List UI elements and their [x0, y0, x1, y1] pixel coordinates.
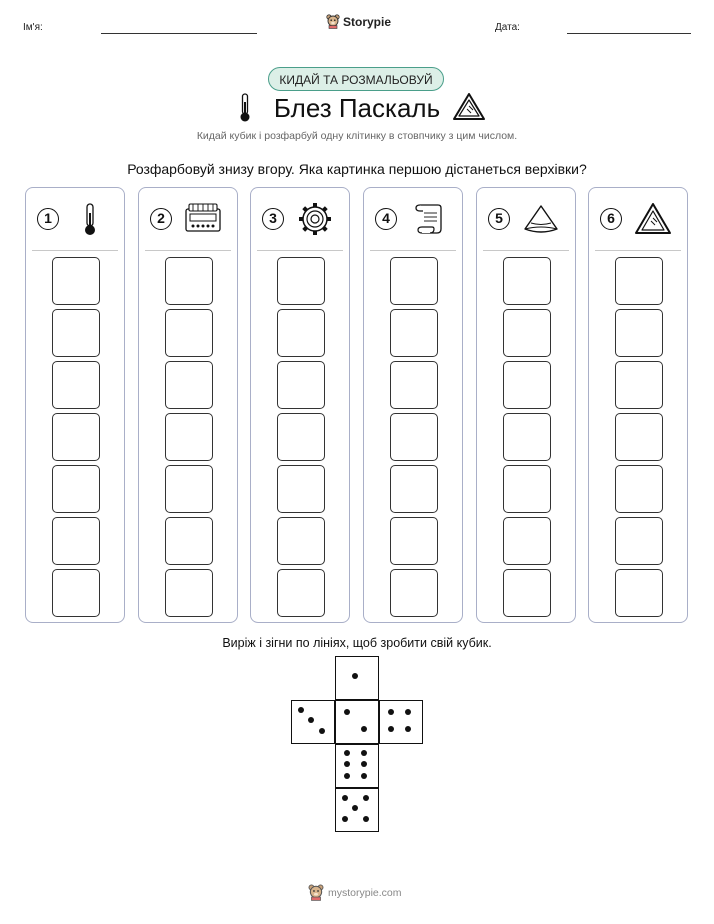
die-face — [335, 744, 379, 788]
color-cell[interactable] — [165, 465, 213, 513]
column-number: 3 — [262, 208, 284, 230]
color-cell[interactable] — [503, 465, 551, 513]
color-cell[interactable] — [277, 309, 325, 357]
color-cell[interactable] — [503, 257, 551, 305]
color-cell[interactable] — [615, 569, 663, 617]
triangle-icon — [452, 92, 486, 122]
color-cell[interactable] — [52, 569, 100, 617]
color-cell[interactable] — [277, 465, 325, 513]
color-cell[interactable] — [52, 257, 100, 305]
date-line[interactable] — [567, 33, 691, 34]
footer-url[interactable]: mystorypie.com — [328, 886, 402, 899]
column-number: 1 — [37, 208, 59, 230]
color-cell[interactable] — [390, 569, 438, 617]
color-cell[interactable] — [503, 309, 551, 357]
column-divider — [595, 250, 681, 251]
color-cell[interactable] — [52, 517, 100, 565]
column-divider — [483, 250, 569, 251]
column-3 — [250, 187, 350, 623]
calculating-machine-icon — [183, 201, 223, 237]
cut-instruction: Виріж і зігни по лініях, щоб зробити свій кубик. — [222, 636, 492, 650]
thermometer-icon — [70, 201, 110, 237]
column-number: 6 — [600, 208, 622, 230]
color-cell[interactable] — [615, 361, 663, 409]
color-cell[interactable] — [503, 517, 551, 565]
brand-logo — [326, 14, 391, 29]
color-cell[interactable] — [165, 517, 213, 565]
color-cell[interactable] — [615, 465, 663, 513]
column-5 — [476, 187, 576, 623]
subtitle: Кидай кубик і розфарбуй одну клітинку в стовпчику з цим числом. — [196, 130, 518, 142]
gear-icon — [295, 201, 335, 237]
color-cell[interactable] — [615, 413, 663, 461]
color-cell[interactable] — [390, 257, 438, 305]
color-cell[interactable] — [390, 517, 438, 565]
die-face — [335, 700, 379, 744]
color-cell[interactable] — [390, 309, 438, 357]
name-label: Ім'я: — [23, 22, 43, 33]
column-divider — [32, 250, 118, 251]
color-cell[interactable] — [390, 413, 438, 461]
bear-icon — [308, 884, 324, 901]
color-cell[interactable] — [615, 309, 663, 357]
column-4 — [363, 187, 463, 623]
color-cell[interactable] — [277, 257, 325, 305]
column-divider — [257, 250, 343, 251]
column-divider — [370, 250, 456, 251]
instruction-text: Розфарбовуй знизу вгору. Яка картинка першою дістанеться верхівки? — [127, 161, 587, 177]
column-divider — [145, 250, 231, 251]
color-cell[interactable] — [503, 413, 551, 461]
footer — [308, 884, 402, 901]
color-cell[interactable] — [503, 569, 551, 617]
color-cell[interactable] — [52, 413, 100, 461]
color-cell[interactable] — [503, 361, 551, 409]
column-6 — [588, 187, 688, 623]
color-cell[interactable] — [165, 413, 213, 461]
color-cell[interactable] — [165, 257, 213, 305]
color-cell[interactable] — [277, 517, 325, 565]
page-title: Блез Паскаль — [273, 93, 441, 123]
color-cell[interactable] — [277, 569, 325, 617]
die-face — [291, 700, 335, 744]
scroll-icon — [408, 201, 448, 237]
column-2 — [138, 187, 238, 623]
column-number: 5 — [488, 208, 510, 230]
name-line[interactable] — [101, 33, 257, 34]
die-face — [379, 700, 423, 744]
die-face — [335, 656, 379, 700]
color-cell[interactable] — [390, 465, 438, 513]
color-cell[interactable] — [615, 257, 663, 305]
cone-icon — [521, 201, 561, 237]
color-cell[interactable] — [277, 361, 325, 409]
color-cell[interactable] — [52, 465, 100, 513]
column-number: 4 — [375, 208, 397, 230]
date-label: Дата: — [495, 22, 520, 33]
brand-name: Storypie — [343, 14, 392, 29]
activity-badge: КИДАЙ ТА РОЗМАЛЬОВУЙ — [268, 67, 444, 91]
color-cell[interactable] — [615, 517, 663, 565]
column-number: 2 — [150, 208, 172, 230]
color-cell[interactable] — [277, 413, 325, 461]
column-1 — [25, 187, 125, 623]
color-cell[interactable] — [165, 361, 213, 409]
color-cell[interactable] — [165, 309, 213, 357]
die-face — [335, 788, 379, 832]
color-cell[interactable] — [165, 569, 213, 617]
triangle-icon — [633, 201, 673, 237]
color-cell[interactable] — [390, 361, 438, 409]
color-cell[interactable] — [52, 309, 100, 357]
color-cell[interactable] — [52, 361, 100, 409]
bear-icon — [326, 14, 340, 29]
